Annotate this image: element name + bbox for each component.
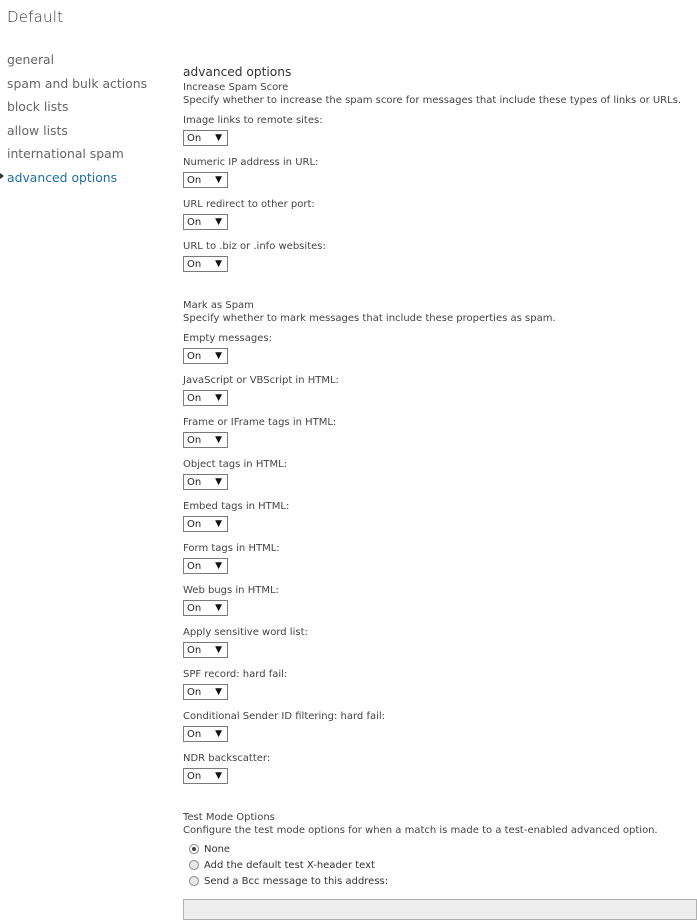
select-value: On [187, 175, 202, 186]
group-title: Increase Spam Score [183, 82, 289, 93]
triangle-down-icon: ▼ [215, 133, 222, 143]
triangle-down-icon: ▼ [215, 393, 222, 403]
option-select-url-redirect-to-other-port[interactable] [183, 214, 228, 230]
option-row-url-redirect-to-other-port [183, 199, 693, 241]
option-row-object-tags-in-html [183, 459, 693, 501]
option-label: Numeric IP address in URL: [183, 157, 319, 168]
sidebar-nav [0, 50, 170, 192]
main-content [183, 62, 693, 920]
test-mode-section [183, 811, 693, 920]
select-value: On [187, 393, 202, 404]
select-value: On [187, 561, 202, 572]
option-row-empty-messages [183, 333, 693, 375]
option-row-image-links-to-remote-sites [183, 115, 693, 157]
group-description: Configure the test mode options for when a match is made to a test-enabled advanced option. [183, 825, 658, 836]
sidebar-item-allow-lists[interactable] [0, 121, 170, 145]
option-row-url-to-biz-or-info-websites [183, 241, 693, 283]
option-row-form-tags-in-html [183, 543, 693, 585]
triangle-down-icon: ▼ [215, 217, 222, 227]
triangle-down-icon: ▼ [215, 561, 222, 571]
option-label: Frame or IFrame tags in HTML: [183, 417, 337, 428]
option-select-empty-messages[interactable] [183, 348, 228, 364]
option-label: Object tags in HTML: [183, 459, 288, 470]
select-value: On [187, 477, 202, 488]
triangle-down-icon: ▼ [215, 259, 222, 269]
option-select-url-to-biz-or-info-websites[interactable] [183, 256, 228, 272]
triangle-down-icon: ▼ [215, 645, 222, 655]
select-value: On [187, 133, 202, 144]
option-select-object-tags-in-html[interactable] [183, 474, 228, 490]
radio-option-none[interactable] [189, 841, 693, 857]
radio-label: Add the default test X-header text [204, 859, 375, 871]
option-row-javascript-or-vbscript-in-html [183, 375, 693, 417]
sidebar-item-general[interactable] [0, 50, 170, 74]
sidebar-item-spam-and-bulk-actions[interactable] [0, 74, 170, 98]
sidebar-item-international-spam[interactable] [0, 144, 170, 168]
caret-right-icon [0, 173, 4, 179]
select-value: On [187, 519, 202, 530]
triangle-down-icon: ▼ [215, 175, 222, 185]
option-label: Web bugs in HTML: [183, 585, 279, 596]
option-label: Empty messages: [183, 333, 272, 344]
select-value: On [187, 351, 202, 362]
select-value: On [187, 259, 202, 270]
mark-as-spam-section [183, 299, 693, 795]
option-label: Form tags in HTML: [183, 543, 280, 554]
group-description: Specify whether to mark messages that include these properties as spam. [183, 313, 556, 324]
option-row-web-bugs-in-html [183, 585, 693, 627]
option-label: JavaScript or VBScript in HTML: [183, 375, 339, 386]
option-label: Apply sensitive word list: [183, 627, 308, 638]
radio-option-add-the-default-test-x-header-text[interactable] [189, 857, 693, 873]
triangle-down-icon: ▼ [215, 603, 222, 613]
option-row-spf-record-hard-fail [183, 669, 693, 711]
select-value: On [187, 771, 202, 782]
sidebar-item-label: general [7, 52, 55, 67]
option-select-frame-or-iframe-tags-in-html[interactable] [183, 432, 228, 448]
triangle-down-icon: ▼ [215, 771, 222, 781]
triangle-down-icon: ▼ [215, 351, 222, 361]
triangle-down-icon: ▼ [215, 435, 222, 445]
option-select-image-links-to-remote-sites[interactable] [183, 130, 228, 146]
radio-button[interactable] [189, 844, 199, 854]
select-value: On [187, 217, 202, 228]
option-label: URL to .biz or .info websites: [183, 241, 326, 252]
group-title: Test Mode Options [183, 812, 275, 823]
sidebar-item-advanced-options[interactable] [0, 168, 170, 192]
option-row-frame-or-iframe-tags-in-html [183, 417, 693, 459]
option-label: SPF record: hard fail: [183, 669, 288, 680]
option-label: URL redirect to other port: [183, 199, 315, 210]
option-row-ndr-backscatter [183, 753, 693, 795]
triangle-down-icon: ▼ [215, 519, 222, 529]
group-title: Mark as Spam [183, 300, 254, 311]
select-value: On [187, 603, 202, 614]
increase-spam-score-section [183, 81, 693, 283]
select-value: On [187, 435, 202, 446]
option-label: Conditional Sender ID filtering: hard fail: [183, 711, 386, 722]
page-title: Default [7, 8, 64, 26]
select-value: On [187, 687, 202, 698]
option-label: Image links to remote sites: [183, 115, 323, 126]
section-title: advanced options [183, 65, 292, 79]
select-value: On [187, 729, 202, 740]
select-value: On [187, 645, 202, 656]
option-label: NDR backscatter: [183, 753, 271, 764]
option-select-ndr-backscatter[interactable] [183, 768, 228, 784]
radio-label: None [204, 843, 231, 855]
option-select-form-tags-in-html[interactable] [183, 558, 228, 574]
option-row-embed-tags-in-html [183, 501, 693, 543]
option-row-conditional-sender-id-filtering-hard-fail [183, 711, 693, 753]
sidebar-item-label: allow lists [7, 122, 68, 138]
option-row-apply-sensitive-word-list [183, 627, 693, 669]
option-select-apply-sensitive-word-list[interactable] [183, 642, 228, 658]
sidebar-item-block-lists[interactable] [0, 97, 170, 121]
triangle-down-icon: ▼ [215, 729, 222, 739]
triangle-down-icon: ▼ [215, 687, 222, 697]
group-description: Specify whether to increase the spam score for messages that include these types of links or URLs. [183, 95, 682, 106]
option-select-conditional-sender-id-filtering-hard-fail[interactable] [183, 726, 228, 742]
option-label: Embed tags in HTML: [183, 501, 290, 512]
radio-button[interactable] [189, 860, 199, 870]
option-select-javascript-or-vbscript-in-html[interactable] [183, 390, 228, 406]
option-select-numeric-ip-address-in-url[interactable] [183, 172, 228, 188]
triangle-down-icon: ▼ [215, 477, 222, 487]
option-row-numeric-ip-address-in-url [183, 157, 693, 199]
radio-button[interactable] [189, 876, 199, 886]
option-select-embed-tags-in-html[interactable] [183, 516, 228, 532]
bcc-address-input[interactable] [183, 899, 697, 920]
sidebar-item-label: spam and bulk actions [7, 75, 148, 91]
option-select-web-bugs-in-html[interactable] [183, 600, 228, 616]
sidebar-item-label: advanced options [7, 169, 118, 185]
radio-option-send-a-bcc-message-to-this-address[interactable] [189, 873, 693, 889]
option-select-spf-record-hard-fail[interactable] [183, 684, 228, 700]
sidebar-item-label: block lists [7, 99, 69, 115]
radio-label: Send a Bcc message to this address: [204, 875, 389, 887]
sidebar-item-label: international spam [7, 146, 124, 162]
